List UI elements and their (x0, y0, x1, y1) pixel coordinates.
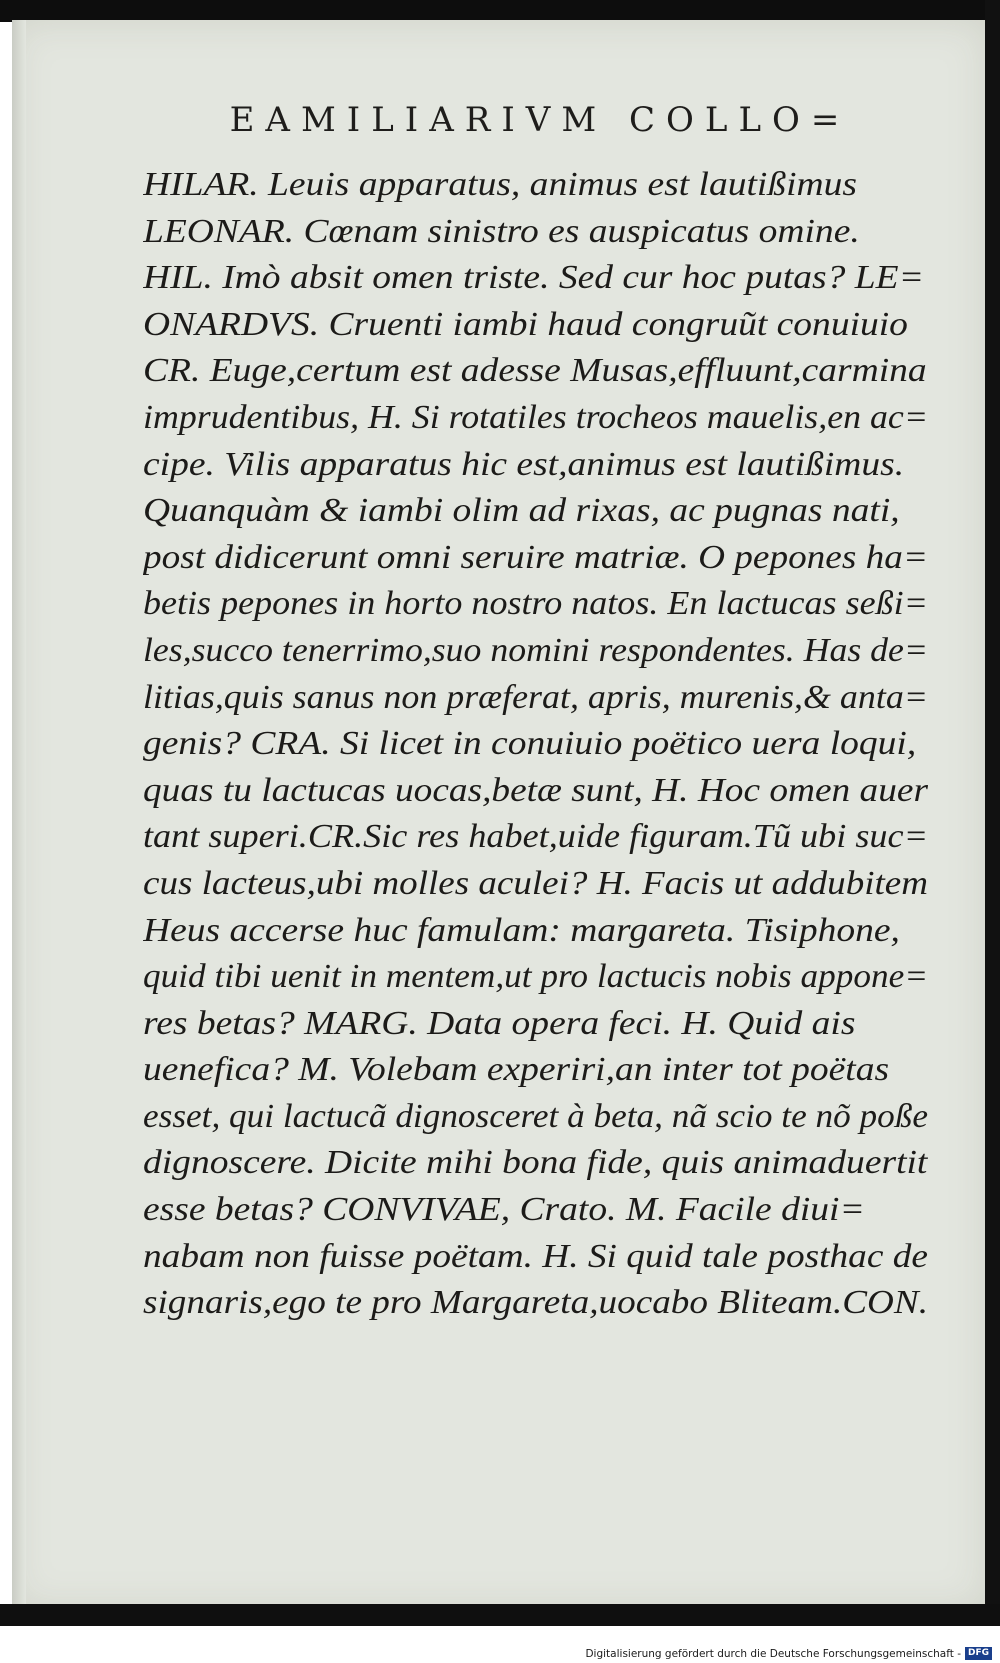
text-line: quas tu lactucas uocas,betæ sunt, H. Hoc omen auer (143, 771, 928, 809)
scan-border-top (0, 0, 1000, 22)
text-line: cipe. Vilis apparatus hic est,animus est lautißimus. (143, 445, 905, 483)
digitization-credit (585, 1647, 992, 1660)
text-line: signaris,ego te pro Margareta,uocabo Bliteam.CON. (143, 1284, 928, 1322)
text-line: litias,quis sanus non præferat, apris, murenis,& anta= (143, 678, 928, 716)
text-line: uenefica? M. Volebam experiri,an inter tot poëtas (143, 1051, 890, 1089)
credit-text: Digitalisierung gefördert durch die Deutsche Forschungsgemeinschaft - (585, 1647, 961, 1660)
text-line: LEONAR. Cœnam sinistro es auspicatus omine. (143, 212, 860, 250)
text-line: CR. Euge,certum est adesse Musas,effluunt,carmina (143, 352, 927, 390)
dfg-logo: DFG (965, 1647, 992, 1660)
text-line: les,succo tenerrimo,suo nomini respondentes. Has de= (143, 631, 928, 669)
body-text (143, 162, 928, 1327)
text-line: dignoscere. Dicite mihi bona fide, quis animaduertit (143, 1144, 928, 1182)
text-line: cus lacteus,ubi molles aculei? H. Facis ut addubitem (143, 864, 928, 902)
text-line: post didicerunt omni seruire matriæ. O pepones ha= (143, 538, 928, 576)
text-line: Quanquàm & iambi olim ad rixas, ac pugnas nati, (143, 492, 900, 530)
text-line: genis? CRA. Si licet in conuiuio poëtico uera loqui, (143, 725, 917, 763)
text-line: HILAR. Leuis apparatus, animus est lautißimus (143, 166, 857, 203)
page-binding-edge (12, 20, 26, 1610)
text-line: imprudentibus, H. Si rotatiles trocheos mauelis,en ac= (143, 398, 928, 436)
text-line: Heus accerse huc famulam: margareta. Tisiphone, (143, 911, 900, 949)
text-line: nabam non fuisse poëtam. H. Si quid tale posthac de (143, 1237, 928, 1275)
text-line: tant superi.CR.Sic res habet,uide figuram.Tũ ubi suc= (143, 818, 928, 856)
text-line: esse betas? CONVIVAE, Crato. M. Facile diui= (143, 1191, 865, 1229)
scan-border-right (985, 0, 1000, 1620)
scan-border-bottom (0, 1604, 1000, 1626)
text-line: res betas? MARG. Data opera feci. H. Quid ais (143, 1004, 856, 1042)
text-line: quid tibi uenit in mentem,ut pro lactucis nobis appone= (143, 958, 928, 996)
text-line: HIL. Imò absit omen triste. Sed cur hoc putas? LE= (143, 259, 924, 297)
text-line: esset, qui lactucã dignosceret à beta, nã scio te nõ poße (143, 1097, 928, 1135)
running-head: EAMILIARIVM COLLO= (229, 100, 851, 140)
text-line: ONARDVS. Cruenti iambi haud congruũt conuiuio (143, 305, 908, 343)
text-line: betis pepones in horto nostro natos. En lactucas seßi= (143, 585, 928, 623)
